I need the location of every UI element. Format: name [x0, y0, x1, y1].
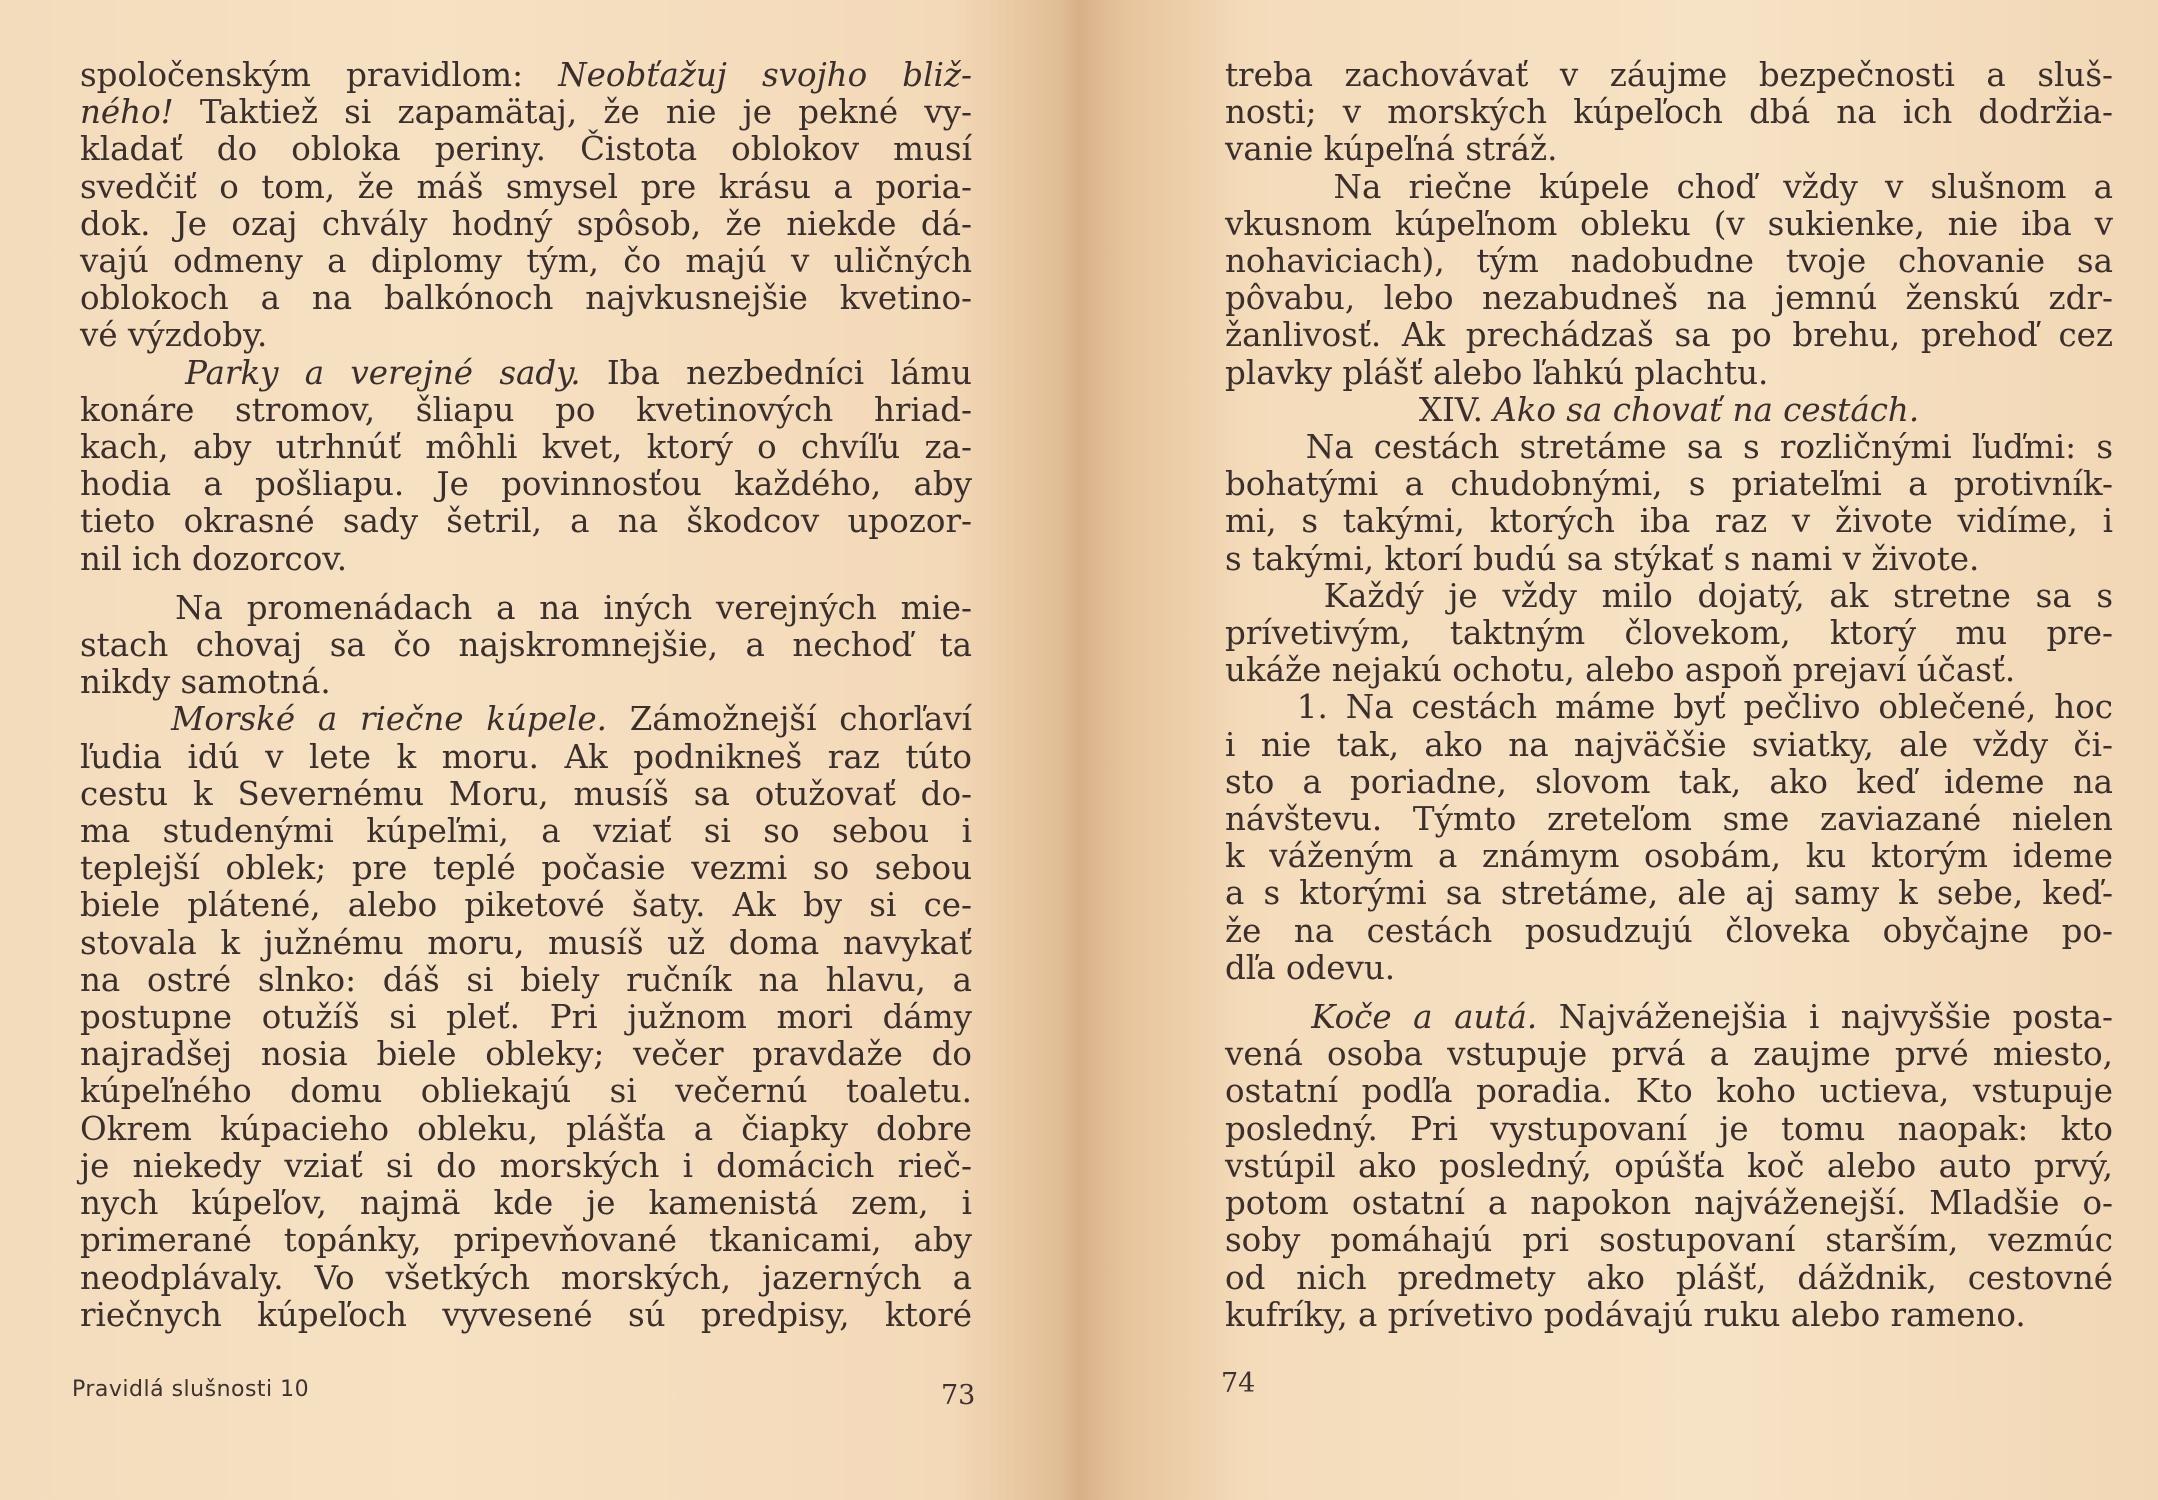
text-line [1225, 727, 2113, 764]
line-text: stovala k južnému moru, musíš už doma navykať [80, 923, 972, 962]
text-line [1225, 392, 2113, 429]
line-text: žanlivosť. Ak prechádzaš sa po brehu, prehoď cez [1225, 316, 2113, 355]
line-text: primerané topánky, pripevňované tkanicami, aby [80, 1221, 972, 1260]
text-line [80, 169, 972, 206]
text-line [1225, 838, 2113, 875]
line-text: spoločenským pravidlom: [80, 56, 559, 94]
left-page-text [80, 57, 972, 1334]
line-text [80, 354, 185, 392]
text-line [1225, 1148, 2113, 1185]
line-text: postupne otužíš si pleť. Pri južnom mori dámy [80, 998, 972, 1037]
text-line [1225, 1297, 2113, 1334]
line-text: vkusnom kúpeľnom obleku (v sukienke, nie iba v [1225, 204, 2113, 243]
line-text: vená osoba vstupuje prvá a zaujme prvé miesto, [1225, 1035, 2113, 1074]
text-line [1225, 466, 2113, 503]
text-line [80, 1297, 972, 1334]
text-line [80, 1260, 972, 1297]
line-text: k váženým a známym osobám, ku ktorým ideme [1225, 837, 2113, 876]
line-italic-text: Ako sa chovať na cestách. [1493, 390, 1920, 429]
text-line [80, 1036, 972, 1073]
text-line [80, 1148, 972, 1185]
text-line [1225, 913, 2113, 950]
line-text: hodia a pošliapu. Je povinnosťou každého, aby [80, 465, 972, 504]
line-text: biele plátené, alebo piketové šaty. Ak by si ce- [80, 886, 972, 925]
line-text: a s ktorými sa stretáme, ale aj samy k sebe, keď- [1225, 874, 2113, 913]
line-text: nych kúpeľov, najmä kde je kamenistá zem, i [80, 1184, 972, 1223]
text-line [80, 590, 972, 627]
line-text: vanie kúpeľná stráž. [1225, 130, 1558, 169]
text-line [80, 664, 972, 701]
line-text: oblokoch a na balkónoch najvkusnejšie kvetino- [80, 279, 972, 318]
text-line [80, 131, 972, 168]
line-text: vstúpil ako posledný, opúšťa koč alebo auto prvý, [1225, 1146, 2113, 1185]
page-number-right: 74 [1221, 1368, 1256, 1399]
line-text: ostatní podľa poradia. Kto koho uctieva, vstupuje [1225, 1072, 2113, 1111]
line-text: konáre stromov, šliapu po kvetinových hriad- [80, 390, 972, 429]
text-line [1225, 57, 2113, 94]
text-line [1225, 94, 2113, 131]
line-text: treba zachovávať v záujme bezpečnosti a sluš- [1225, 56, 2113, 94]
line-text: teplejší oblek; pre teplé počasie vezmi so sebou [80, 849, 972, 888]
line-text: Každý je vždy milo dojatý, ak stretne sa s [1225, 576, 2113, 615]
text-line [80, 1185, 972, 1222]
text-line [1225, 578, 2113, 615]
line-text: vé výzdoby. [80, 316, 268, 355]
line-text: i nie tak, ako na najväčšie sviatky, ale vždy či- [1225, 725, 2113, 764]
line-text: ukáže nejakú ochotu, alebo aspoň prejaví účasť. [1225, 651, 2016, 690]
text-line [1225, 243, 2113, 280]
right-page-text [1225, 57, 2113, 1334]
text-line [1225, 355, 2113, 392]
text-line [1225, 1036, 2113, 1073]
text-line [1225, 1260, 2113, 1297]
line-text: ľudia idú v lete k moru. Ak podnikneš raz túto [80, 737, 972, 776]
line-text: na ostré slnko: dáš si biely ručník na hlavu, a [80, 960, 972, 999]
text-line [1225, 541, 2113, 578]
line-text: že na cestách posudzujú človeka obyčajne po- [1225, 911, 2113, 950]
line-text: svedčiť o tom, že máš smysel pre krásu a poria- [80, 167, 972, 206]
line-italic-text: Neobťažuj svojho bliž- [558, 56, 972, 94]
text-line [1225, 652, 2113, 689]
text-line [80, 925, 972, 962]
text-line [80, 429, 972, 466]
text-line [1225, 875, 2113, 912]
line-text: pôvabu, lebo nezabudneš na jemnú ženskú zdr- [1225, 279, 2113, 318]
line-text: ma studenými kúpeľmi, a vziať si so sebou i [80, 812, 972, 851]
text-line [1225, 999, 2113, 1036]
line-italic-text: Koče a autá. [1311, 998, 1538, 1037]
text-line [80, 627, 972, 664]
line-text: bohatými a chudobnými, s priateľmi a protivník- [1225, 465, 2113, 504]
text-line [1225, 131, 2113, 168]
line-text: tieto okrasné sady šetril, a na škodcov upozor- [80, 502, 972, 541]
text-line [80, 57, 972, 94]
line-text: riečnych kúpeľoch vyvesené sú predpisy, ktoré [80, 1295, 972, 1334]
right-page [1079, 0, 2158, 1500]
line-text: stach chovaj sa čo najskromnejšie, a nechoď ta [80, 626, 972, 665]
line-text: kúpeľného domu obliekajú si večernú toaletu. [80, 1072, 972, 1111]
line-text: Na cestách stretáme sa s rozličnými ľuďmi: s [1225, 428, 2113, 467]
line-text: je niekedy vziať si do morských i domácich rieč- [80, 1146, 972, 1185]
line-text: s takými, ktorí budú sa stýkať s nami v živote. [1225, 539, 1980, 578]
line-text: 1. Na cestách máme byť pečlivo oblečené, hoc [1225, 688, 2113, 727]
line-text: dľa odevu. [1225, 948, 1396, 987]
text-line [1225, 1111, 2113, 1148]
text-line [80, 243, 972, 280]
text-line [80, 466, 972, 503]
text-line [1225, 1185, 2113, 1222]
line-text: plavky plášť alebo ľahkú plachtu. [1225, 353, 1769, 392]
line-italic-text: ného! [80, 93, 174, 132]
line-text: nikdy samotná. [80, 663, 331, 702]
text-line [80, 701, 972, 738]
text-line [80, 1222, 972, 1259]
text-line [80, 355, 972, 392]
text-line [80, 776, 972, 813]
text-line [80, 813, 972, 850]
text-line [80, 94, 972, 131]
line-text: nohaviciach), tým nadobudne tvoje chovanie sa [1225, 242, 2113, 281]
text-line [80, 962, 972, 999]
text-line [80, 503, 972, 540]
text-line [1225, 950, 2113, 987]
line-italic-text: Parky a verejné sady. [185, 353, 581, 392]
text-line [80, 280, 972, 317]
text-line [1225, 1222, 2113, 1259]
text-line [1225, 801, 2113, 838]
line-text: sto a poriadne, slovom tak, ako keď ideme na [1225, 762, 2113, 801]
text-line [1225, 169, 2113, 206]
line-text: prívetivým, taktným človekom, ktorý mu pre- [1225, 614, 2113, 653]
line-text [1225, 998, 1311, 1036]
line-text: návštevu. Týmto zreteľom sme zaviazané nielen [1225, 800, 2113, 839]
text-line [1225, 615, 2113, 652]
line-text: Okrem kúpacieho obleku, plášťa a čiapky dobre [80, 1109, 972, 1148]
line-text: Na riečne kúpele choď vždy v slušnom a [1225, 167, 2113, 206]
line-text-after: Zámožnejší chorľaví [606, 700, 973, 739]
text-line [80, 392, 972, 429]
text-line [80, 887, 972, 924]
text-line [1225, 317, 2113, 354]
text-line [1225, 764, 2113, 801]
line-text: nosti; v morských kúpeľoch dbá na ich dodržia- [1225, 93, 2113, 132]
line-text: najradšej nosia biele obleky; večer pravdaže do [80, 1035, 972, 1074]
line-italic-text: Morské a riečne kúpele. [171, 700, 607, 739]
text-line [80, 317, 972, 354]
line-text: Na promenádach a na iných verejných mie- [80, 588, 972, 627]
line-text: vajú odmeny a diplomy tým, čo majú v uličných [80, 242, 972, 281]
page-number-left: 73 [941, 1380, 976, 1411]
text-line [80, 739, 972, 776]
text-line [1225, 280, 2113, 317]
line-text: kach, aby utrhnúť môhli kvet, ktorý o chvíľu za- [80, 428, 972, 467]
line-text: mi, s takými, ktorých iba raz v živote vidíme, i [1225, 502, 2113, 541]
text-line [1225, 689, 2113, 726]
line-text: kladať do obloka periny. Čistota oblokov musí [80, 130, 972, 169]
text-line [80, 850, 972, 887]
text-line [1225, 429, 2113, 466]
text-line [1225, 206, 2113, 243]
line-text: nil ich dozorcov. [80, 539, 348, 578]
text-line [80, 206, 972, 243]
text-line [1225, 503, 2113, 540]
text-line [1225, 1073, 2113, 1110]
line-text-after: Najváženejšia i najvyššie posta- [1537, 998, 2113, 1037]
line-text: soby pomáhajú pri sostupovaní starším, vezmúc [1225, 1221, 2113, 1260]
line-text: kufríky, a prívetivo podávajú ruku alebo rameno. [1225, 1295, 2026, 1334]
text-line [80, 541, 972, 578]
text-line [80, 1073, 972, 1110]
line-text: XIV. [1418, 390, 1494, 429]
footer-signature: Pravidlá slušnosti 10 [72, 1377, 310, 1402]
line-text: cestu k Severnému Moru, musíš sa otužovať do- [80, 774, 972, 813]
line-text-after: Taktiež si zapamätaj, že nie je pekné vy- [173, 93, 972, 132]
line-text [80, 700, 171, 738]
line-text: dok. Je ozaj chvály hodný spôsob, že niekde dá- [80, 204, 972, 243]
line-text: od nich predmety ako plášť, dáždnik, cestovné [1225, 1258, 2113, 1297]
line-text: potom ostatní a napokon najváženejší. Mladšie o- [1225, 1184, 2113, 1223]
line-text: neodplávaly. Vo všetkých morských, jazerných a [80, 1258, 972, 1297]
text-line [80, 999, 972, 1036]
text-line [80, 1111, 972, 1148]
line-text: posledný. Pri vystupovaní je tomu naopak: kto [1225, 1109, 2113, 1148]
line-text-after: Iba nezbedníci lámu [580, 353, 972, 392]
